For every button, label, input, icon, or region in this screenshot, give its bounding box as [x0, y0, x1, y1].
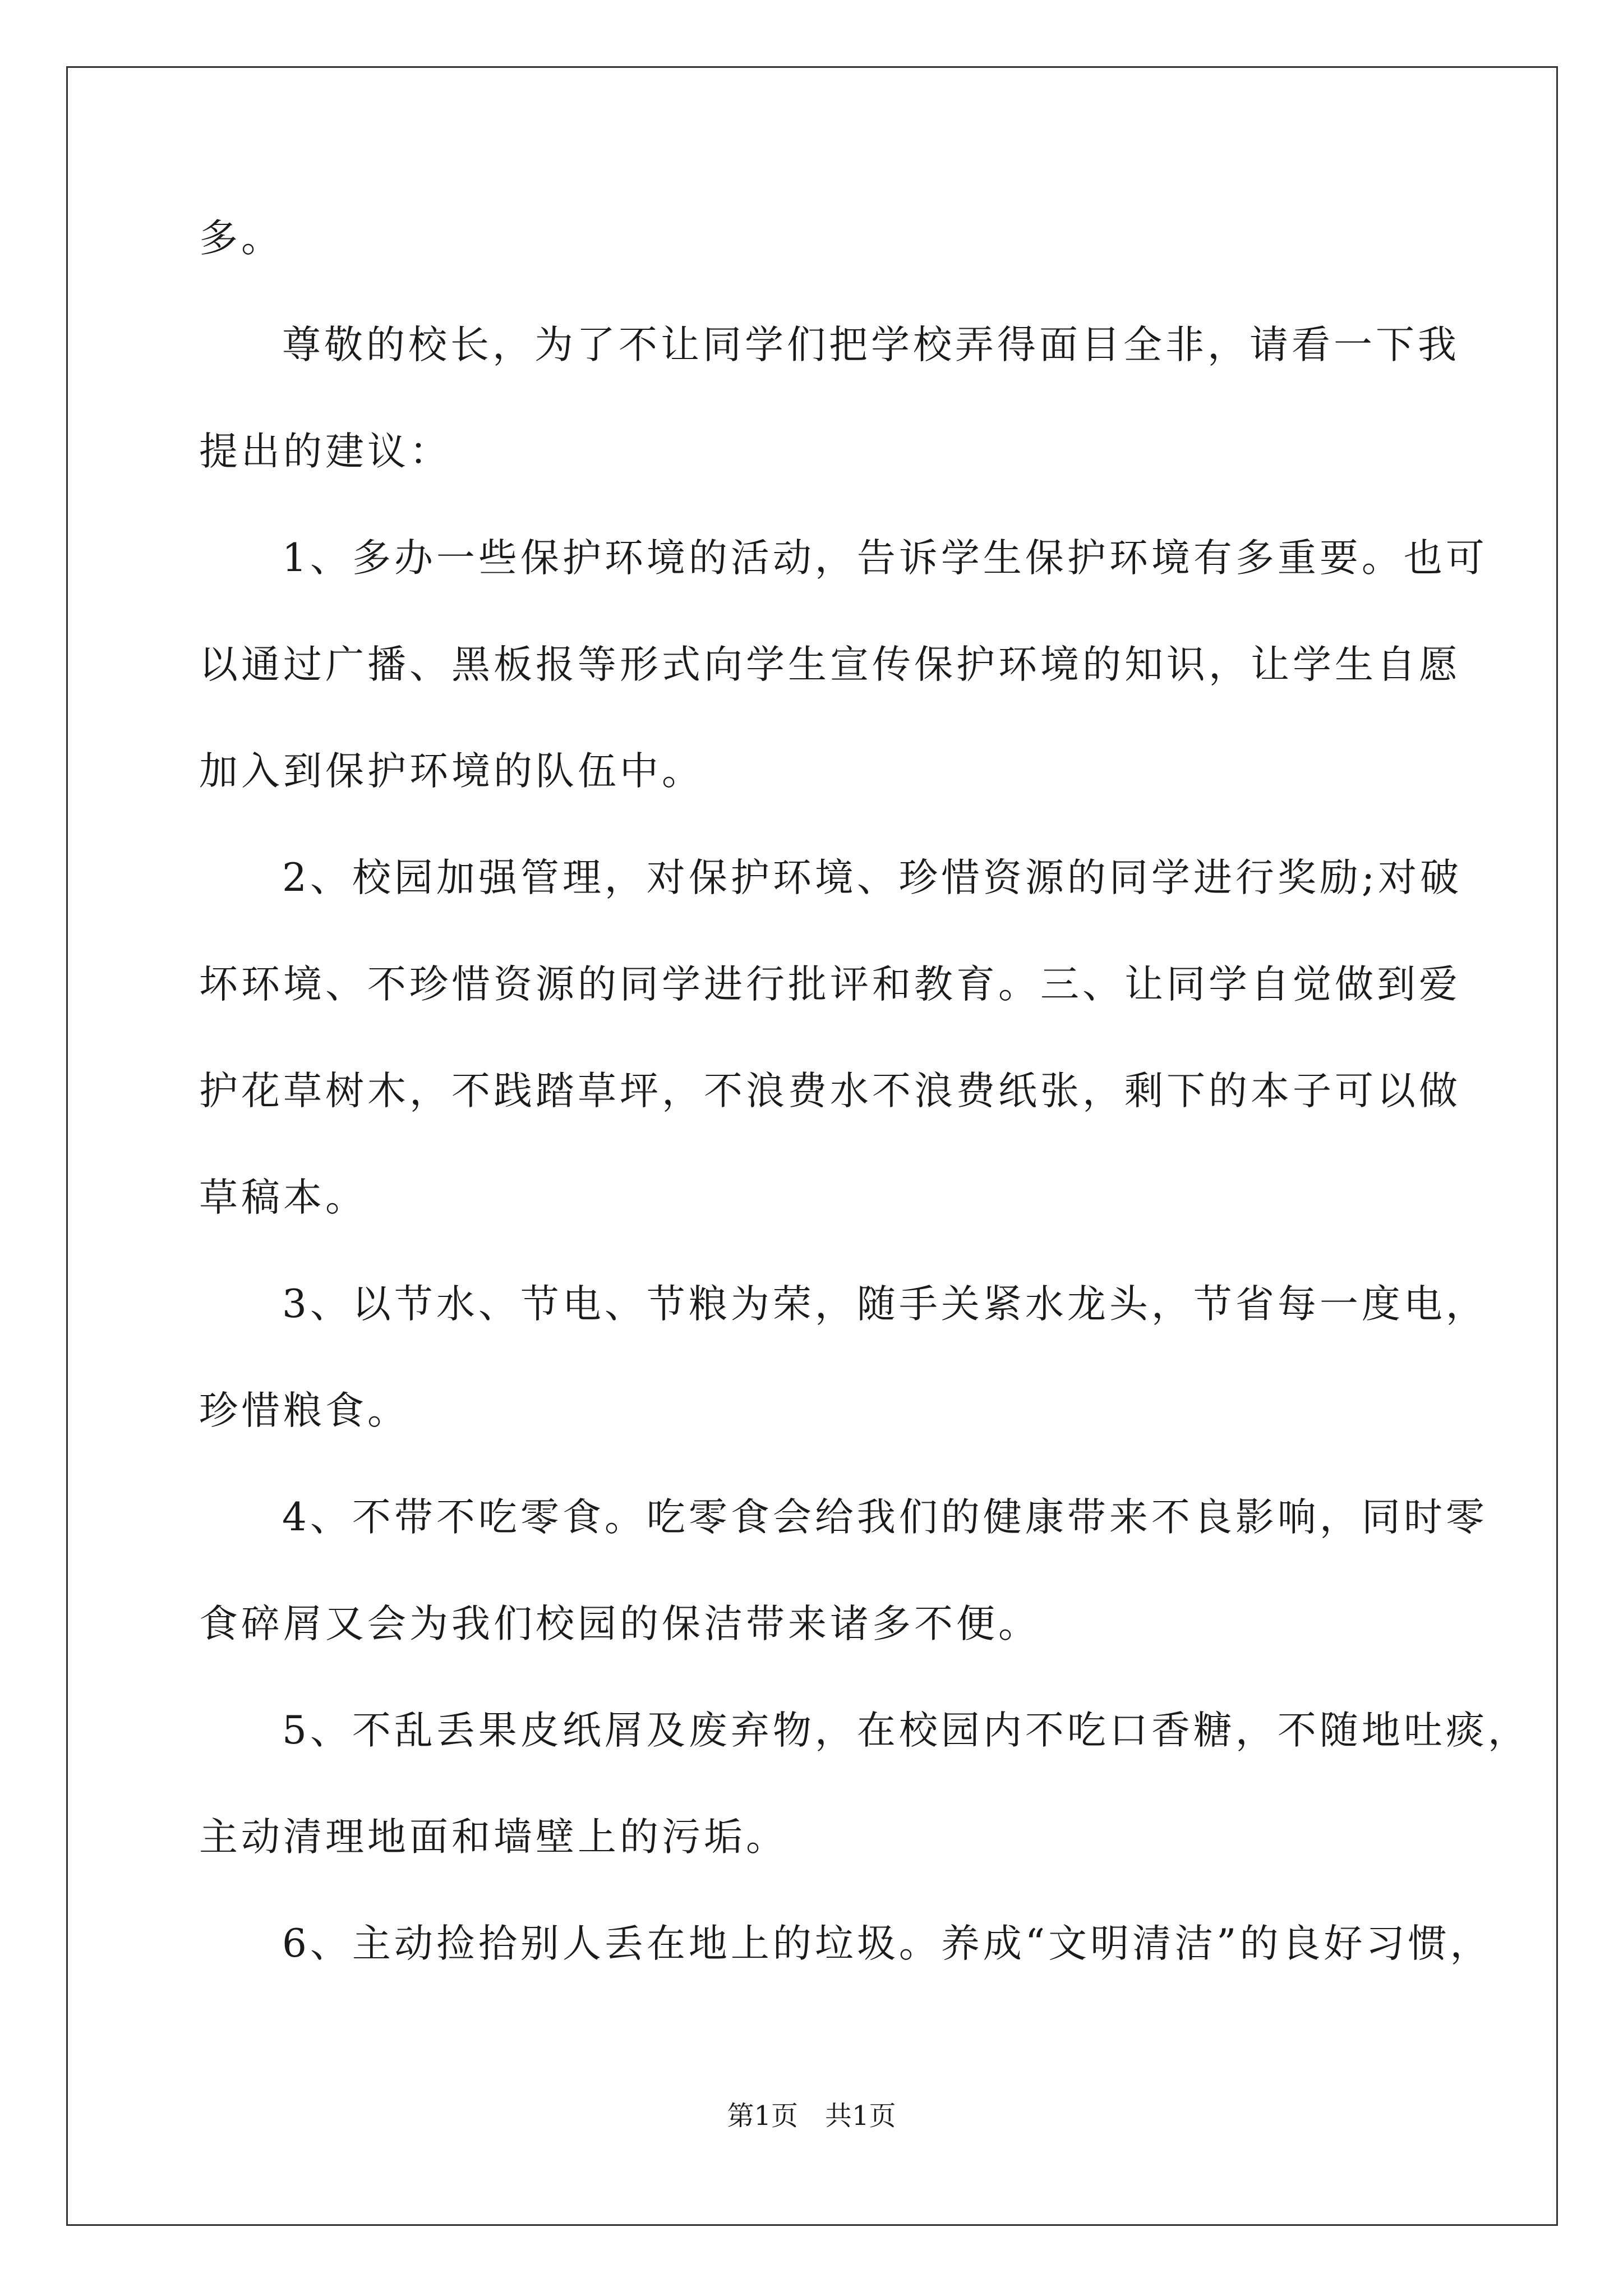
text-line: 4、不带不吃零食。吃零食会给我们的健康带来不良影响，同时零 — [282, 1495, 1488, 1540]
text-line: 多。 — [199, 216, 283, 261]
text-line: 食碎屑又会为我们校园的保洁带来诸多不便。 — [199, 1602, 1040, 1646]
page-total: 共1页 — [825, 2100, 896, 2132]
text-line: 1、多办一些保护环境的活动，告诉学生保护环境有多重要。也可 — [282, 536, 1488, 581]
text-line: 护花草树木，不践踏草坪，不浪费水不浪费纸张，剩下的本子可以做 — [199, 1069, 1461, 1114]
text-line: 坏环境、不珍惜资源的同学进行批评和教育。三、让同学自觉做到爱 — [199, 962, 1461, 1007]
text-line: 草稿本。 — [199, 1175, 367, 1220]
text-line: 加入到保护环境的队伍中。 — [199, 749, 704, 794]
text-line: 主动清理地面和墙壁上的污垢。 — [199, 1815, 788, 1860]
text-line: 提出的建议： — [199, 429, 451, 474]
document-body — [199, 185, 1530, 1997]
text-line: 6、主动捡拾别人丢在地上的垃圾。养成“文明清洁”的良好习惯， — [282, 1921, 1492, 1966]
text-line: 珍惜粮食。 — [199, 1388, 409, 1433]
text-line: 以通过广播、黑板报等形式向学生宣传保护环境的知识，让学生自愿 — [199, 642, 1461, 687]
text-line: 2、校园加强管理，对保护环境、珍惜资源的同学进行奖励;对破 — [282, 855, 1463, 900]
text-line: 尊敬的校长，为了不让同学们把学校弄得面目全非，请看一下我 — [282, 323, 1460, 367]
page-footer — [0, 2099, 1623, 2133]
text-line: 3、以节水、节电、节粮为荣，随手关紧水龙头，节省每一度电， — [282, 1282, 1488, 1327]
text-line: 5、不乱丢果皮纸屑及废弃物，在校园内不吃口香糖，不随地吐痰， — [282, 1708, 1530, 1753]
page-number: 第1页 — [727, 2100, 798, 2132]
